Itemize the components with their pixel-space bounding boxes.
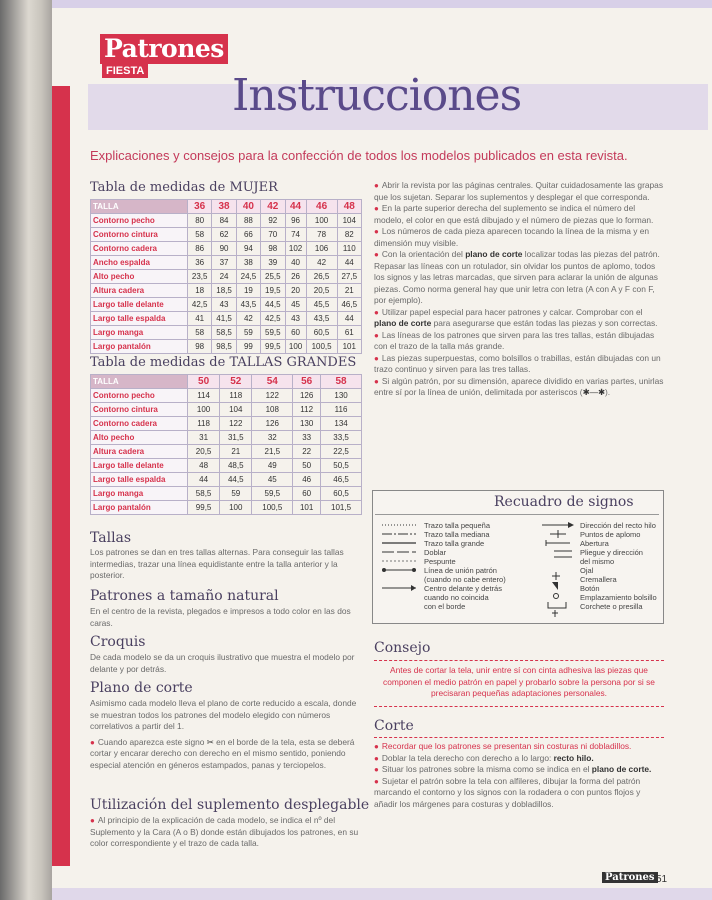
measure-value: 100 <box>306 214 337 228</box>
measure-value: 122 <box>252 389 293 403</box>
measure-value: 19,5 <box>261 284 285 298</box>
measure-value: 58,5 <box>188 487 220 501</box>
measure-value: 100 <box>220 501 252 515</box>
measure-value: 42,5 <box>188 298 212 312</box>
corte-bullets <box>374 741 664 810</box>
measure-label: Largo manga <box>91 326 188 340</box>
croquis-heading: Croquis <box>90 634 146 650</box>
size-header-cell: 36 <box>188 200 212 214</box>
measure-value: 118 <box>220 389 252 403</box>
plano-heading: Plano de corte <box>90 680 193 696</box>
legend-item: del mismo <box>580 557 615 566</box>
bottom-band <box>52 888 712 900</box>
suplemento-paragraph: Al principio de la explicación de cada modelo, se indica el nº del Suplemento y la Cara (A o B) donde están dibujados los patrones, en su color correspondiente y el trazo de cada talla. <box>90 815 359 848</box>
corte-bullet-3a: Situar los patrones sobre la misma como se indica en el <box>381 764 590 774</box>
table-row <box>91 298 362 312</box>
measure-value: 70 <box>261 228 285 242</box>
bullet-8-end: ). <box>604 387 611 397</box>
bullet-dot: ● <box>374 742 379 751</box>
measure-value: 32 <box>252 431 293 445</box>
tamano-text: En el centro de la revista, plegados e impresos a todo color en las dos caras. <box>90 606 351 628</box>
legend-line-symbols <box>380 520 420 618</box>
measure-label: Largo pantalón <box>91 501 188 515</box>
bullet-dot: ● <box>374 753 379 763</box>
legend-item: Ojal <box>580 566 594 575</box>
footer-logo: Patrones <box>602 872 658 883</box>
legend-item: cuando no coincida <box>424 593 489 602</box>
measure-value: 96 <box>285 214 306 228</box>
measure-value: 26 <box>285 270 306 284</box>
legend-left-list <box>424 521 534 611</box>
logo-subtext: FIESTA <box>102 64 148 78</box>
measure-value: 59,5 <box>261 326 285 340</box>
measure-value: 39 <box>261 256 285 270</box>
measure-value: 60,5 <box>321 487 362 501</box>
table-row <box>91 431 362 445</box>
measure-value: 50 <box>293 459 321 473</box>
legend-item: Trazo talla pequeña <box>424 521 491 530</box>
measure-label: Altura cadera <box>91 445 188 459</box>
page-number: 51 <box>656 874 668 885</box>
measure-value: 98 <box>188 340 212 354</box>
measure-value: 45 <box>285 298 306 312</box>
bullet-dot: ● <box>374 181 379 190</box>
measure-value: 60 <box>293 487 321 501</box>
measure-value: 41,5 <box>212 312 236 326</box>
measure-value: 108 <box>252 403 293 417</box>
measure-value: 41 <box>188 312 212 326</box>
size-header-cell: 48 <box>337 200 361 214</box>
measure-value: 88 <box>236 214 260 228</box>
table-row <box>91 487 362 501</box>
table-header-label: TALLA <box>91 200 188 214</box>
measure-value: 126 <box>293 389 321 403</box>
legend-item: con el borde <box>424 602 466 611</box>
measure-value: 48,5 <box>220 459 252 473</box>
measure-value: 37 <box>212 256 236 270</box>
legend-item: Abertura <box>580 539 609 548</box>
measure-value: 59 <box>220 487 252 501</box>
table-row <box>91 501 362 515</box>
magazine-page <box>52 0 712 900</box>
suplemento-heading: Utilización del suplemento desplegable <box>90 797 370 813</box>
measure-label: Largo talle delante <box>91 459 188 473</box>
measure-value: 62 <box>212 228 236 242</box>
mujer-size-table <box>90 199 362 354</box>
legend-item: Centro delante y detrás <box>424 584 502 593</box>
measure-label: Largo talle espalda <box>91 312 188 326</box>
legend-item: Trazo talla mediana <box>424 530 490 539</box>
measure-value: 100 <box>188 403 220 417</box>
measure-value: 42 <box>236 312 260 326</box>
table-row <box>91 473 362 487</box>
legend-item: (cuando no cabe entero) <box>424 575 506 584</box>
bullet-5-bold: plano de corte <box>374 318 432 328</box>
bullet-2: En la parte superior derecha del suplemento se indica el número del modelo, el color en que está dibujado y el número de piezas que lo forman. <box>374 203 654 225</box>
measure-value: 101 <box>293 501 321 515</box>
table-row <box>91 417 362 431</box>
legend-item: Línea de unión patrón <box>424 566 497 575</box>
measure-value: 44,5 <box>220 473 252 487</box>
measure-label: Contorno cadera <box>91 242 188 256</box>
size-header-cell: 40 <box>236 200 260 214</box>
hook-icon <box>552 610 558 617</box>
measure-value: 43,5 <box>306 312 337 326</box>
measure-value: 74 <box>285 228 306 242</box>
magazine-logo <box>100 34 228 77</box>
book-gutter <box>0 0 52 900</box>
table-row <box>91 403 362 417</box>
measure-value: 99,5 <box>188 501 220 515</box>
consejo-text: Antes de cortar la tela, unir entre sí con cinta adhesiva las piezas que componen el medio patrón en papel y probarlo sobre la persona por si se precisaran pequeñas adaptaciones personales. <box>383 665 655 698</box>
measure-value: 61 <box>337 326 361 340</box>
mujer-table-title: Tabla de medidas de MUJER <box>90 180 278 195</box>
legend-sign-symbols <box>538 520 578 618</box>
measure-value: 99 <box>236 340 260 354</box>
legend-item: Cremallera <box>580 575 617 584</box>
legend-item: Botón <box>580 584 600 593</box>
measure-value: 86 <box>188 242 212 256</box>
tallas-heading: Tallas <box>90 530 132 546</box>
measure-value: 46,5 <box>337 298 361 312</box>
size-header-cell: 46 <box>306 200 337 214</box>
table-row <box>91 214 362 228</box>
measure-value: 43 <box>285 312 306 326</box>
measure-value: 40 <box>285 256 306 270</box>
table-row <box>91 242 362 256</box>
measure-value: 98 <box>261 242 285 256</box>
measure-value: 23,5 <box>188 270 212 284</box>
measure-value: 18 <box>188 284 212 298</box>
measure-value: 18,5 <box>212 284 236 298</box>
measure-value: 22,5 <box>321 445 362 459</box>
measure-value: 36 <box>188 256 212 270</box>
table-row <box>91 445 362 459</box>
tallas-text: Los patrones se dan en tres tallas alternas. Para conseguir las tallas intermedias, trazar una línea equidistante entre la talla anterior y la posterior. <box>90 547 344 580</box>
measure-value: 49 <box>252 459 293 473</box>
measure-value: 110 <box>337 242 361 256</box>
bullet-dot: ● <box>374 776 379 786</box>
plano-bullet-b: en el borde de la tela, esta se deberá cortar y encarar derecho con derecho en el mismo sentido, poniendo especial atención en géneros estampados, panas y terciopelos. <box>90 736 355 770</box>
measure-value: 50,5 <box>321 459 362 473</box>
measure-label: Largo pantalón <box>91 340 188 354</box>
measure-value: 21,5 <box>252 445 293 459</box>
grandes-table-title: Tabla de medidas de TALLAS GRANDES <box>90 355 357 370</box>
measure-value: 106 <box>306 242 337 256</box>
measure-value: 20,5 <box>188 445 220 459</box>
legend-right-list <box>580 521 664 611</box>
croquis-text: De cada modelo se da un croquis ilustrativo que muestra el modelo por delante y por detrás. <box>90 652 355 674</box>
plano-text <box>90 698 362 771</box>
measure-value: 43,5 <box>236 298 260 312</box>
bullet-dot: ● <box>374 250 379 259</box>
measure-value: 82 <box>337 228 361 242</box>
measure-value: 104 <box>337 214 361 228</box>
top-band <box>52 0 712 8</box>
bullet-4-bold: plano de corte <box>465 249 523 259</box>
right-bullets <box>374 180 664 399</box>
measure-value: 44,5 <box>261 298 285 312</box>
consejo-top-dash <box>374 660 664 661</box>
legend-item: Pliegue y dirección <box>580 548 643 557</box>
measure-value: 25,5 <box>261 270 285 284</box>
measure-value: 31 <box>188 431 220 445</box>
measure-value: 26,5 <box>306 270 337 284</box>
bullet-4a: Con la orientación del <box>381 249 463 259</box>
table-row <box>91 326 362 340</box>
legend-item: Emplazamiento bolsillo <box>580 593 657 602</box>
measure-label: Altura cadera <box>91 284 188 298</box>
measure-value: 84 <box>212 214 236 228</box>
suplemento-text <box>90 815 362 850</box>
measure-value: 44 <box>337 256 361 270</box>
page-subtitle: Explicaciones y consejos para la confección de todos los modelos publicados en esta revista. <box>90 148 628 163</box>
size-header-cell: 52 <box>220 375 252 389</box>
table-row <box>91 284 362 298</box>
legend-item: Corchete o presilla <box>580 602 643 611</box>
legend-item: Puntos de aplomo <box>580 530 641 539</box>
measure-value: 104 <box>220 403 252 417</box>
measure-value: 58,5 <box>212 326 236 340</box>
measure-value: 27,5 <box>337 270 361 284</box>
measure-value: 46 <box>293 473 321 487</box>
size-header-cell: 56 <box>293 375 321 389</box>
table-row <box>91 256 362 270</box>
legend-divider <box>375 514 659 515</box>
corte-bullet-1: Recordar que los patrones se presentan sin costuras ni dobladillos. <box>381 741 632 751</box>
measure-value: 24 <box>212 270 236 284</box>
measure-label: Ancho espalda <box>91 256 188 270</box>
tamano-heading: Patrones a tamaño natural <box>90 588 279 604</box>
bullet-dot: ● <box>90 816 95 825</box>
measure-value: 90 <box>212 242 236 256</box>
bullet-6: Las líneas de los patrones que sirven para las tres tallas, están dibujadas con el trazo de la talla más grande. <box>374 329 655 351</box>
measure-value: 19 <box>236 284 260 298</box>
measure-label: Largo talle espalda <box>91 473 188 487</box>
measure-value: 20,5 <box>306 284 337 298</box>
consejo-bottom-dash <box>374 706 664 707</box>
corte-bullet-2-bold: recto hilo. <box>553 752 594 763</box>
measure-value: 42 <box>306 256 337 270</box>
measure-value: 99,5 <box>261 340 285 354</box>
measure-value: 59 <box>236 326 260 340</box>
bullet-3: Los números de cada pieza aparecen tocando la línea de la misma y en dimensión muy visible. <box>374 226 650 248</box>
measure-value: 31,5 <box>220 431 252 445</box>
measure-value: 44 <box>188 473 220 487</box>
measure-value: 92 <box>261 214 285 228</box>
measure-value: 33 <box>293 431 321 445</box>
measure-value: 60,5 <box>306 326 337 340</box>
measure-label: Alto pecho <box>91 431 188 445</box>
measure-value: 42,5 <box>261 312 285 326</box>
measure-value: 46,5 <box>321 473 362 487</box>
measure-value: 114 <box>188 389 220 403</box>
measure-value: 94 <box>236 242 260 256</box>
table-row <box>91 459 362 473</box>
scissors-icon: ✂ <box>206 736 214 747</box>
measure-label: Contorno cadera <box>91 417 188 431</box>
measure-value: 126 <box>252 417 293 431</box>
size-header-cell: 38 <box>212 200 236 214</box>
measure-value: 100,5 <box>252 501 293 515</box>
measure-value: 101 <box>337 340 361 354</box>
bullet-dot: ● <box>374 204 379 213</box>
measure-value: 22 <box>293 445 321 459</box>
measure-value: 58 <box>188 228 212 242</box>
grandes-size-table <box>90 374 362 515</box>
measure-value: 44 <box>337 312 361 326</box>
bullet-1: Abrir la revista por las páginas centrales. Quitar cuidadosamente las grapas que los sujetan. Separar los suplementos y desplegar el que corresponda. <box>374 180 664 202</box>
bullet-dot: ● <box>374 376 379 386</box>
size-header-cell: 44 <box>285 200 306 214</box>
size-header-cell: 58 <box>321 375 362 389</box>
table-header-row <box>91 375 362 389</box>
pocket-icon <box>548 602 566 608</box>
red-edge-strip <box>52 86 70 866</box>
bullet-8: Si algún patrón, por su dimensión, aparece dividido en varias partes, unirlas entre sí por la línea de unión, delimitada por asteriscos ( <box>374 375 664 397</box>
measure-label: Largo manga <box>91 487 188 501</box>
measure-value: 59,5 <box>252 487 293 501</box>
table-row <box>91 228 362 242</box>
table-row <box>91 312 362 326</box>
measure-value: 118 <box>188 417 220 431</box>
measure-value: 130 <box>321 389 362 403</box>
measure-value: 21 <box>220 445 252 459</box>
corte-bullet-4: Sujetar el patrón sobre la tela con alfileres, dibujar la forma del patrón marcando el contorno y los signos con la rodadera o con puntos flojos y añadir los márgenes para costuras y dobladillos. <box>374 775 641 809</box>
plano-bullet-a: Cuando aparezca este signo <box>97 736 205 747</box>
measure-value: 58 <box>188 326 212 340</box>
measure-value: 20 <box>285 284 306 298</box>
measure-value: 80 <box>188 214 212 228</box>
measure-value: 66 <box>236 228 260 242</box>
table-row <box>91 270 362 284</box>
measure-value: 102 <box>285 242 306 256</box>
bullet-dot: ● <box>90 737 95 747</box>
consejo-heading: Consejo <box>374 640 431 656</box>
size-header-cell: 50 <box>188 375 220 389</box>
logo-text: Patrones <box>100 34 228 64</box>
legend-item: Dirección del recto hilo <box>580 521 656 530</box>
measure-value: 78 <box>306 228 337 242</box>
corte-dash <box>374 737 664 738</box>
measure-value: 116 <box>321 403 362 417</box>
measure-value: 33,5 <box>321 431 362 445</box>
size-header-cell: 42 <box>261 200 285 214</box>
measure-value: 98,5 <box>212 340 236 354</box>
measure-value: 130 <box>293 417 321 431</box>
table-header-row <box>91 200 362 214</box>
measure-label: Contorno pecho <box>91 389 188 403</box>
measure-label: Contorno cintura <box>91 228 188 242</box>
table-row <box>91 389 362 403</box>
measure-value: 45,5 <box>306 298 337 312</box>
measure-label: Contorno cintura <box>91 403 188 417</box>
join-line-icon: ✱—✱ <box>582 387 605 397</box>
size-header-cell: 54 <box>252 375 293 389</box>
zipper-icon <box>552 582 558 590</box>
legend-title: Recuadro de signos <box>494 494 634 510</box>
measure-label: Contorno pecho <box>91 214 188 228</box>
corte-heading: Corte <box>374 718 414 734</box>
measure-value: 134 <box>321 417 362 431</box>
table-header-label: TALLA <box>91 375 188 389</box>
corte-bullet-2a: Doblar la tela derecho con derecho a lo largo: <box>381 752 552 763</box>
measure-label: Largo talle delante <box>91 298 188 312</box>
measure-value: 45 <box>252 473 293 487</box>
legend-item: Pespunte <box>424 557 456 566</box>
measure-value: 101,5 <box>321 501 362 515</box>
measure-value: 112 <box>293 403 321 417</box>
plano-paragraph: Asimismo cada modelo lleva el plano de corte reducido a escala, donde se muestran todos los patrones del modelo elegido con números correlativos a partir del 1. <box>90 698 357 731</box>
table-row <box>91 340 362 354</box>
bullet-dot: ● <box>374 353 379 363</box>
button-icon <box>554 594 559 599</box>
bullet-dot: ● <box>374 765 379 774</box>
page-title: Instrucciones <box>232 70 522 121</box>
measure-value: 43 <box>212 298 236 312</box>
measure-value: 24,5 <box>236 270 260 284</box>
bullet-5a: Utilizar papel especial para hacer patrones y calcar. Comprobar con el <box>381 306 643 317</box>
bullet-dot: ● <box>374 227 379 236</box>
bullet-dot: ● <box>374 330 379 340</box>
bullet-4c: localizar todas las piezas del patrón. Repasar las líneas con un rotulador, sin olvidar los puntos de aplomo, todos los signos y las letras marcadas, que sirven para aclarar la unión de algunas piezas. Como norma general hay que unir letra con letra (A con A y F con F, por ejemplo). <box>374 249 660 305</box>
bullet-dot: ● <box>374 307 379 317</box>
bullet-5c: para asegurarse que están todas las piezas y son correctas. <box>433 318 658 328</box>
measure-value: 60 <box>285 326 306 340</box>
measure-value: 100,5 <box>306 340 337 354</box>
legend-item: Trazo talla grande <box>424 539 485 548</box>
measure-label: Alto pecho <box>91 270 188 284</box>
measure-value: 100 <box>285 340 306 354</box>
measure-value: 122 <box>220 417 252 431</box>
measure-value: 38 <box>236 256 260 270</box>
measure-value: 48 <box>188 459 220 473</box>
measure-value: 21 <box>337 284 361 298</box>
bullet-7: Las piezas superpuestas, como bolsillos o trabillas, están dibujadas con un trazo continuo y sirven para las tres tallas. <box>374 352 661 374</box>
plano-bullet <box>90 737 362 772</box>
legend-item: Doblar <box>424 548 447 557</box>
corte-bullet-3-bold: plano de corte. <box>591 764 652 774</box>
